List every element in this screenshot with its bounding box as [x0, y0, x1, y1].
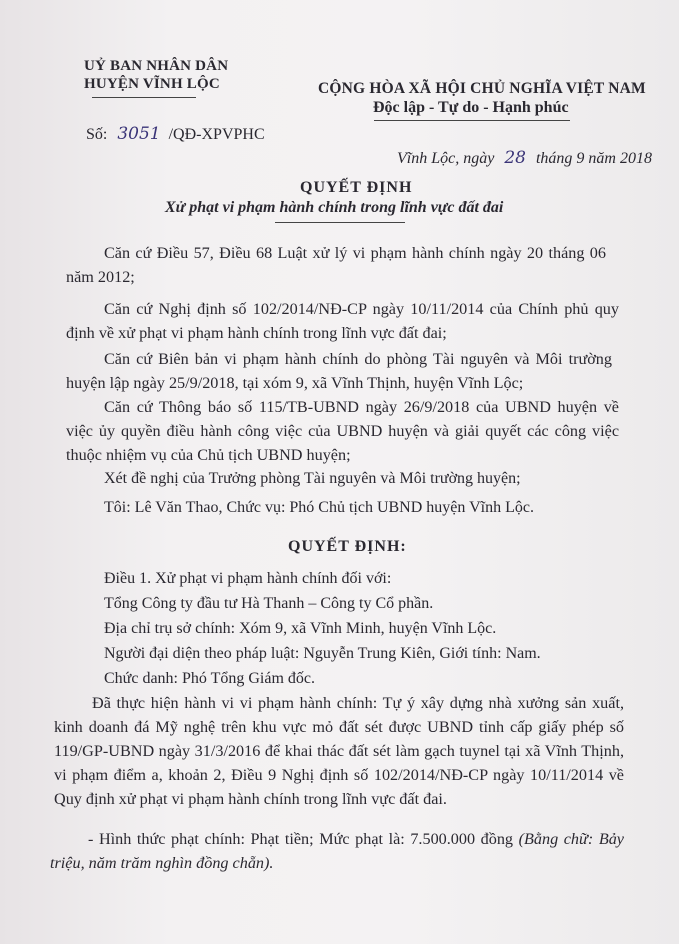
article1-line5: Chức danh: Phó Tổng Giám đốc.	[104, 670, 316, 687]
penalty-paragraph	[50, 827, 624, 875]
penalty-in-words: (Bằng chữ: Bảy triệu, năm trăm nghìn đồng chẵn).	[50, 830, 624, 872]
decision-heading: QUYẾT ĐỊNH:	[288, 538, 407, 555]
nation-underline	[374, 120, 570, 121]
nation-line2: Độc lập - Tự do - Hạnh phúc	[373, 99, 569, 116]
decision-title: QUYẾT ĐỊNH	[300, 179, 413, 196]
agency-line2: HUYỆN VĨNH LỘC	[84, 76, 220, 92]
decision-subtitle: Xử phạt vi phạm hành chính trong lĩnh vực đất đai	[165, 199, 504, 216]
preamble-5: Xét đề nghị của Trưởng phòng Tài nguyên và Môi trường huyện;	[104, 470, 521, 487]
article1-line3: Địa chỉ trụ sở chính: Xóm 9, xã Vĩnh Minh, huyện Vĩnh Lộc.	[104, 620, 497, 637]
issue-date	[397, 146, 652, 171]
penalty-prefix: - Hình thức phạt chính: Phạt tiền; Mức phạt là: 7.500.000 đồng	[88, 830, 514, 848]
doc-number-prefix: Số:	[86, 126, 108, 143]
date-suffix: tháng 9 năm 2018	[535, 150, 652, 167]
preamble-2: Căn cứ Nghị định số 102/2014/NĐ-CP ngày 10/11/2014 của Chính phủ quy định về xử phạt vi phạm hành chính trong lĩnh vực đất đai;	[66, 300, 619, 342]
article1-line1: Điều 1. Xử phạt vi phạm hành chính đối với:	[104, 570, 392, 587]
preamble-1: Căn cứ Điều 57, Điều 68 Luật xử lý vi phạm hành chính ngày 20 tháng 06 năm 2012;	[66, 244, 606, 286]
date-prefix: Vĩnh Lộc, ngày	[397, 150, 495, 167]
agency-line1: UỶ BAN NHÂN DÂN	[84, 58, 229, 74]
doc-number-handwritten: 3051	[117, 124, 161, 144]
nation-line1: CỘNG HÒA XÃ HỘI CHỦ NGHĨA VIỆT NAM	[318, 80, 646, 97]
preamble-6: Tôi: Lê Văn Thao, Chức vụ: Phó Chủ tịch UBND huyện Vĩnh Lộc.	[104, 499, 534, 516]
preamble-3: Căn cứ Biên bản vi phạm hành chính do phòng Tài nguyên và Môi trường huyện lập ngày 25/9/2018, tại xóm 9, xã Vĩnh Thịnh, huyện Vĩnh Lộc;	[66, 350, 612, 392]
date-day-handwritten: 28	[504, 148, 526, 168]
article1-line2: Tổng Công ty đầu tư Hà Thanh – Công ty Cổ phần.	[104, 595, 434, 612]
doc-number	[86, 122, 265, 147]
doc-number-suffix: /QĐ-XPVPHC	[168, 126, 265, 143]
preamble-4: Căn cứ Thông báo số 115/TB-UBND ngày 26/9/2018 của UBND huyện về việc ủy quyền điều hành công việc của UBND huyện và giải quyết các công việc thuộc nhiệm vụ của Chủ tịch UBND huyện;	[66, 398, 619, 464]
agency-underline	[92, 97, 196, 98]
subtitle-underline	[275, 222, 405, 223]
article1-line4: Người đại diện theo pháp luật: Nguyễn Trung Kiên, Giới tính: Nam.	[104, 645, 541, 662]
violation-description: Đã thực hiện hành vi vi phạm hành chính: Tự ý xây dựng nhà xưởng sản xuất, kinh doanh đá Mỹ nghệ trên khu vực mỏ đất sét được UBND tỉnh cấp giấy phép số 119/GP-UBND ngày 31/3/2016 để khai thác đất sét làm gạch tuynel tại xã Vĩnh Thịnh, vi phạm điểm a, khoản 2, Điều 9 Nghị định số 102/2014/NĐ-CP ngày 10/11/2014 về Quy định xử phạt vi phạm hành chính trong lĩnh vực đất đai.	[54, 694, 624, 808]
